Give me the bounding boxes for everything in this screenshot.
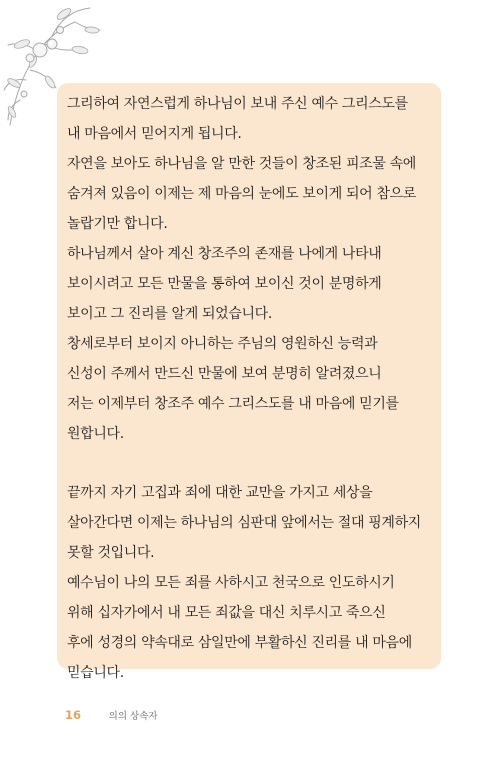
text-line: 놀랍기만 합니다. — [67, 216, 168, 232]
text-line: 위해 십자가에서 내 모든 죄값을 대신 치루시고 죽으신 — [67, 605, 386, 621]
text-line: 그리하여 자연스럽게 하나님이 보내 주신 예수 그리스도를 — [67, 96, 408, 112]
text-line: 원합니다. — [67, 426, 124, 442]
paragraph-1 — [67, 89, 433, 449]
page-footer — [65, 708, 158, 724]
page-number: 16 — [65, 708, 82, 722]
text-line: 저는 이제부터 창조주 예수 그리스도를 내 마음에 믿기를 — [67, 396, 399, 412]
text-line: 자연을 보아도 하나님을 알 만한 것들이 창조된 피조물 속에 — [67, 156, 416, 172]
book-title: 의의 상속자 — [108, 711, 158, 722]
text-line: 창세로부터 보이지 아니하는 주님의 영원하신 능력과 — [67, 336, 378, 352]
text-line: 내 마음에서 믿어지게 됩니다. — [67, 126, 242, 142]
text-line: 보이고 그 진리를 알게 되었습니다. — [67, 306, 272, 322]
text-line: 후에 성경의 약속대로 삼일만에 부활하신 진리를 내 마음에 — [67, 635, 412, 651]
text-line: 숨겨져 있음이 이제는 제 마음의 눈에도 보이게 되어 참으로 — [67, 186, 416, 202]
text-panel — [57, 83, 441, 681]
paragraph-2 — [67, 478, 433, 688]
text-line: 신성이 주께서 만드신 만물에 보여 분명히 알려졌으니 — [67, 366, 382, 382]
text-line: 살아간다면 이제는 하나님의 심판대 앞에서는 절대 핑계하지 — [67, 515, 421, 531]
text-line: 예수님이 나의 모든 죄를 사하시고 천국으로 인도하시기 — [67, 575, 395, 591]
paragraph-gap — [67, 449, 433, 478]
text-line: 믿습니다. — [67, 665, 124, 681]
text-line: 끝까지 자기 고집과 죄에 대한 교만을 가지고 세상을 — [67, 485, 373, 501]
text-line: 보이시려고 모든 만물을 통하여 보이신 것이 분명하게 — [67, 276, 382, 292]
text-line: 하나님께서 살아 계신 창조주의 존재를 나에게 나타내 — [67, 246, 382, 262]
text-line: 못할 것입니다. — [67, 545, 155, 561]
